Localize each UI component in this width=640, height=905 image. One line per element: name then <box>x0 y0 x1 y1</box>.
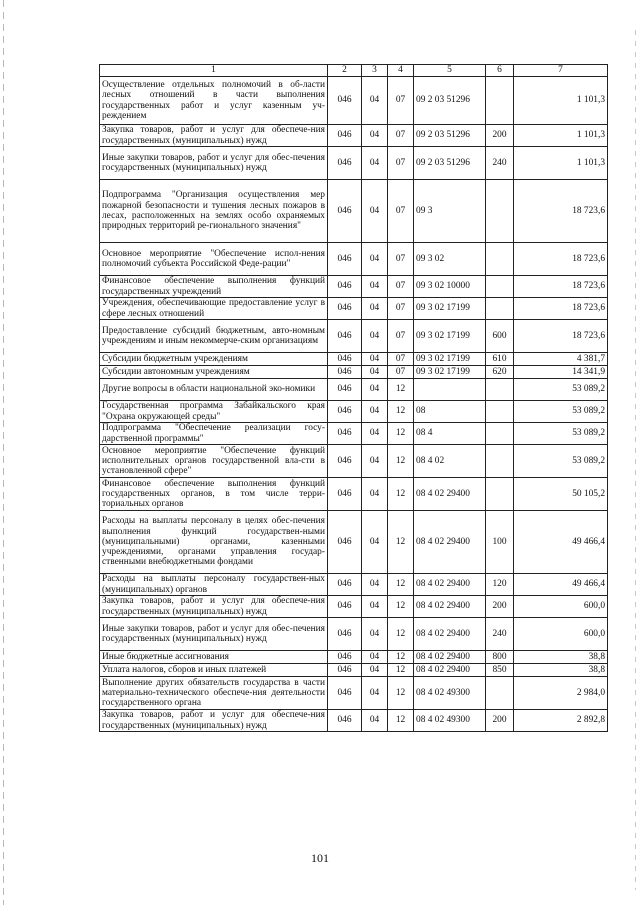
subsection-code-cell: 07 <box>388 147 414 180</box>
subsection-code-cell: 12 <box>388 677 414 710</box>
subsection-code-cell: 07 <box>388 77 414 125</box>
row-name-cell: Подпрограмма "Обеспечение реализации госу-дарственной программы" <box>100 423 328 445</box>
admin-code-cell: 046 <box>328 651 362 664</box>
subsection-code-cell: 12 <box>388 710 414 732</box>
target-article-cell: 09 3 <box>414 180 486 243</box>
subsection-code-cell: 07 <box>388 298 414 320</box>
section-code-cell: 04 <box>362 276 388 298</box>
expense-type-cell: 600 <box>486 320 514 353</box>
subsection-code-cell: 07 <box>388 353 414 366</box>
section-code-cell: 04 <box>362 125 388 147</box>
target-article-cell: 08 4 02 29400 <box>414 478 486 511</box>
expense-type-cell: 610 <box>486 353 514 366</box>
target-article-cell: 09 3 02 17199 <box>414 366 486 379</box>
admin-code-cell: 046 <box>328 353 362 366</box>
amount-cell: 600,0 <box>514 596 608 618</box>
target-article-cell: 09 3 02 17199 <box>414 320 486 353</box>
admin-code-cell: 046 <box>328 401 362 423</box>
admin-code-cell: 046 <box>328 320 362 353</box>
target-article-cell: 08 4 02 29400 <box>414 511 486 574</box>
admin-code-cell: 046 <box>328 379 362 401</box>
expense-type-cell: 100 <box>486 511 514 574</box>
section-code-cell: 04 <box>362 618 388 651</box>
target-article-cell: 08 <box>414 401 486 423</box>
amount-cell: 18 723,6 <box>514 298 608 320</box>
section-code-cell: 04 <box>362 77 388 125</box>
table-row <box>100 353 608 366</box>
section-code-cell: 04 <box>362 664 388 677</box>
subsection-code-cell: 12 <box>388 401 414 423</box>
table-row <box>100 574 608 596</box>
target-article-cell: 09 2 03 51296 <box>414 147 486 180</box>
expense-type-cell <box>486 180 514 243</box>
target-article-cell: 09 2 03 51296 <box>414 77 486 125</box>
row-name-cell: Финансовое обеспечение выполнения функций государственных органов, в том числе терри-ториальных органов <box>100 478 328 511</box>
section-code-cell: 04 <box>362 677 388 710</box>
table-header <box>100 65 608 77</box>
section-code-cell: 04 <box>362 423 388 445</box>
amount-cell: 50 105,2 <box>514 478 608 511</box>
section-code-cell: 04 <box>362 478 388 511</box>
row-name-cell: Учреждения, обеспечивающие предоставление услуг в сфере лесных отношений <box>100 298 328 320</box>
target-article-cell: 09 3 02 17199 <box>414 353 486 366</box>
col-header-admin: 2 <box>328 65 362 77</box>
row-name-cell: Предоставление субсидий бюджетным, авто-номным учреждениям и иным некоммерче-ским организациям <box>100 320 328 353</box>
target-article-cell: 09 3 02 10000 <box>414 276 486 298</box>
table-row <box>100 423 608 445</box>
admin-code-cell: 046 <box>328 445 362 478</box>
subsection-code-cell: 12 <box>388 423 414 445</box>
subsection-code-cell: 12 <box>388 596 414 618</box>
row-name-cell: Осуществление отдельных полномочий в об-ласти лесных отношений в части выполнения государственных работ и услуг казенным уч-реждением <box>100 77 328 125</box>
amount-cell: 49 466,4 <box>514 574 608 596</box>
row-name-cell: Государственная программа Забайкальского края "Охрана окружающей среды" <box>100 401 328 423</box>
row-name-cell: Основное мероприятие "Обеспечение испол-нения полномочий субъекта Российской Феде-рации" <box>100 243 328 276</box>
col-header-subsection: 4 <box>388 65 414 77</box>
expense-type-cell: 850 <box>486 664 514 677</box>
subsection-code-cell: 12 <box>388 651 414 664</box>
amount-cell: 18 723,6 <box>514 276 608 298</box>
amount-cell: 18 723,6 <box>514 180 608 243</box>
table-row <box>100 366 608 379</box>
target-article-cell: 08 4 <box>414 423 486 445</box>
expense-type-cell: 200 <box>486 596 514 618</box>
table-row <box>100 401 608 423</box>
table-row <box>100 77 608 125</box>
expense-type-cell: 620 <box>486 366 514 379</box>
admin-code-cell: 046 <box>328 478 362 511</box>
target-article-cell: 08 4 02 29400 <box>414 618 486 651</box>
row-name-cell: Другие вопросы в области национальной эко-номики <box>100 379 328 401</box>
section-code-cell: 04 <box>362 147 388 180</box>
table-row <box>100 596 608 618</box>
table-row <box>100 664 608 677</box>
amount-cell: 1 101,3 <box>514 147 608 180</box>
admin-code-cell: 046 <box>328 147 362 180</box>
admin-code-cell: 046 <box>328 276 362 298</box>
subsection-code-cell: 12 <box>388 574 414 596</box>
amount-cell: 18 723,6 <box>514 320 608 353</box>
table-row <box>100 298 608 320</box>
row-name-cell: Финансовое обеспечение выполнения функций государственных учреждений <box>100 276 328 298</box>
target-article-cell: 09 3 02 17199 <box>414 298 486 320</box>
section-code-cell: 04 <box>362 445 388 478</box>
admin-code-cell: 046 <box>328 243 362 276</box>
expense-type-cell: 200 <box>486 125 514 147</box>
amount-cell: 53 089,2 <box>514 445 608 478</box>
subsection-code-cell: 07 <box>388 180 414 243</box>
row-name-cell: Субсидии автономным учреждениям <box>100 366 328 379</box>
target-article-cell: 08 4 02 29400 <box>414 651 486 664</box>
expense-type-cell <box>486 379 514 401</box>
admin-code-cell: 046 <box>328 366 362 379</box>
subsection-code-cell: 12 <box>388 664 414 677</box>
expense-type-cell: 800 <box>486 651 514 664</box>
admin-code-cell: 046 <box>328 423 362 445</box>
expense-type-cell <box>486 401 514 423</box>
header-row <box>100 65 608 77</box>
expense-type-cell: 120 <box>486 574 514 596</box>
section-code-cell: 04 <box>362 243 388 276</box>
row-name-cell: Иные закупки товаров, работ и услуг для обес-печения государственных (муниципальных) нужд <box>100 147 328 180</box>
scan-edge-right <box>635 30 636 890</box>
scan-edge-left <box>3 0 4 905</box>
admin-code-cell: 046 <box>328 125 362 147</box>
section-code-cell: 04 <box>362 401 388 423</box>
subsection-code-cell: 12 <box>388 511 414 574</box>
admin-code-cell: 046 <box>328 710 362 732</box>
table-row <box>100 379 608 401</box>
expense-type-cell <box>486 677 514 710</box>
amount-cell: 2 984,0 <box>514 677 608 710</box>
section-code-cell: 04 <box>362 366 388 379</box>
table-row <box>100 180 608 243</box>
expense-type-cell <box>486 478 514 511</box>
amount-cell: 600,0 <box>514 618 608 651</box>
admin-code-cell: 046 <box>328 664 362 677</box>
table-row <box>100 147 608 180</box>
amount-cell: 1 101,3 <box>514 125 608 147</box>
section-code-cell: 04 <box>362 320 388 353</box>
expense-type-cell: 240 <box>486 147 514 180</box>
col-header-amount: 7 <box>514 65 608 77</box>
section-code-cell: 04 <box>362 353 388 366</box>
col-header-target-article: 5 <box>414 65 486 77</box>
admin-code-cell: 046 <box>328 511 362 574</box>
col-header-name: 1 <box>100 65 328 77</box>
subsection-code-cell: 12 <box>388 379 414 401</box>
admin-code-cell: 046 <box>328 618 362 651</box>
target-article-cell: 09 2 03 51296 <box>414 125 486 147</box>
budget-table <box>99 64 608 732</box>
row-name-cell: Основное мероприятие "Обеспечение функций исполнительных органов государственной вла-сти в установленной сфере" <box>100 445 328 478</box>
expense-type-cell <box>486 423 514 445</box>
amount-cell: 18 723,6 <box>514 243 608 276</box>
row-name-cell: Уплата налогов, сборов и иных платежей <box>100 664 328 677</box>
table-row <box>100 320 608 353</box>
row-name-cell: Закупка товаров, работ и услуг для обеспече-ния государственных (муниципальных) нужд <box>100 710 328 732</box>
expense-type-cell: 240 <box>486 618 514 651</box>
section-code-cell: 04 <box>362 180 388 243</box>
table-row <box>100 243 608 276</box>
amount-cell: 2 892,8 <box>514 710 608 732</box>
amount-cell: 53 089,2 <box>514 379 608 401</box>
target-article-cell: 09 3 02 <box>414 243 486 276</box>
row-name-cell: Подпрограмма "Организация осуществления мер пожарной безопасности и тушения лесных пожаров в лесах, расположенных на землях особо охраняемых природных территорий ре-гионального значения" <box>100 180 328 243</box>
subsection-code-cell: 12 <box>388 445 414 478</box>
subsection-code-cell: 07 <box>388 320 414 353</box>
amount-cell: 53 089,2 <box>514 423 608 445</box>
table-row <box>100 618 608 651</box>
target-article-cell: 08 4 02 49300 <box>414 710 486 732</box>
admin-code-cell: 046 <box>328 574 362 596</box>
expense-type-cell <box>486 243 514 276</box>
subsection-code-cell: 12 <box>388 478 414 511</box>
target-article-cell: 08 4 02 <box>414 445 486 478</box>
expense-type-cell: 200 <box>486 710 514 732</box>
section-code-cell: 04 <box>362 511 388 574</box>
row-name-cell: Субсидии бюджетным учреждениям <box>100 353 328 366</box>
row-name-cell: Расходы на выплаты персоналу государствен-ных (муниципальных) органов <box>100 574 328 596</box>
table-row <box>100 651 608 664</box>
table-row <box>100 478 608 511</box>
row-name-cell: Иные закупки товаров, работ и услуг для обес-печения государственных (муниципальных) нужд <box>100 618 328 651</box>
section-code-cell: 04 <box>362 298 388 320</box>
amount-cell: 53 089,2 <box>514 401 608 423</box>
expense-type-cell <box>486 445 514 478</box>
amount-cell: 4 381,7 <box>514 353 608 366</box>
expense-type-cell <box>486 276 514 298</box>
amount-cell: 14 341,9 <box>514 366 608 379</box>
subsection-code-cell: 07 <box>388 243 414 276</box>
admin-code-cell: 046 <box>328 77 362 125</box>
subsection-code-cell: 07 <box>388 366 414 379</box>
target-article-cell: 08 4 02 29400 <box>414 596 486 618</box>
row-name-cell: Закупка товаров, работ и услуг для обеспече-ния государственных (муниципальных) нужд <box>100 125 328 147</box>
table-row <box>100 710 608 732</box>
subsection-code-cell: 12 <box>388 618 414 651</box>
admin-code-cell: 046 <box>328 677 362 710</box>
row-name-cell: Закупка товаров, работ и услуг для обеспече-ния государственных (муниципальных) нужд <box>100 596 328 618</box>
admin-code-cell: 046 <box>328 596 362 618</box>
table-row <box>100 125 608 147</box>
amount-cell: 38,8 <box>514 651 608 664</box>
target-article-cell <box>414 379 486 401</box>
admin-code-cell: 046 <box>328 298 362 320</box>
section-code-cell: 04 <box>362 710 388 732</box>
table-body <box>100 77 608 732</box>
expense-type-cell <box>486 298 514 320</box>
row-name-cell: Выполнение других обязательств государства в части материально-технического обеспече-ния деятельности государственного органа <box>100 677 328 710</box>
subsection-code-cell: 07 <box>388 125 414 147</box>
target-article-cell: 08 4 02 29400 <box>414 664 486 677</box>
section-code-cell: 04 <box>362 574 388 596</box>
table-row <box>100 511 608 574</box>
amount-cell: 1 101,3 <box>514 77 608 125</box>
page-number: 101 <box>311 851 329 865</box>
amount-cell: 49 466,4 <box>514 511 608 574</box>
table-row <box>100 445 608 478</box>
table-row <box>100 677 608 710</box>
section-code-cell: 04 <box>362 596 388 618</box>
target-article-cell: 08 4 02 29400 <box>414 574 486 596</box>
col-header-section: 3 <box>362 65 388 77</box>
section-code-cell: 04 <box>362 651 388 664</box>
target-article-cell: 08 4 02 49300 <box>414 677 486 710</box>
amount-cell: 38,8 <box>514 664 608 677</box>
expense-type-cell <box>486 77 514 125</box>
section-code-cell: 04 <box>362 379 388 401</box>
subsection-code-cell: 07 <box>388 276 414 298</box>
row-name-cell: Расходы на выплаты персоналу в целях обес-печения выполнения функций государствен-ными (муниципальными) органами, казенными учреждениями, органами управления государ-ственными внебюджетными фондами <box>100 511 328 574</box>
table-row <box>100 276 608 298</box>
admin-code-cell: 046 <box>328 180 362 243</box>
col-header-expense-type: 6 <box>486 65 514 77</box>
row-name-cell: Иные бюджетные ассигнования <box>100 651 328 664</box>
